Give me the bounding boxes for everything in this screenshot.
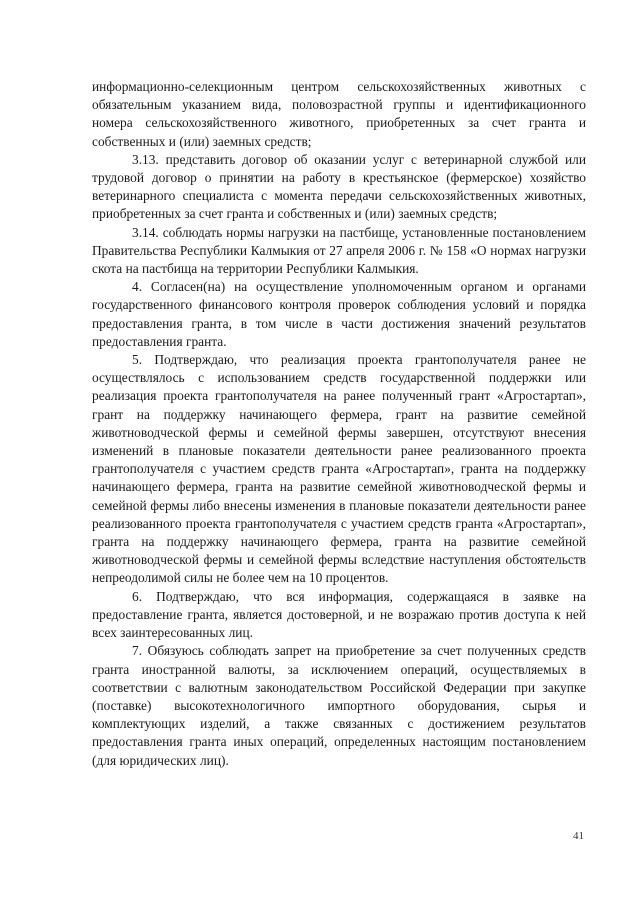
paragraph-3-13: 3.13. представить договор об оказании услуг с ветеринарной службой или трудовой договор о принятии на работу в крестьянское (фермерское) хозяйство ветеринарного специалиста с момента передачи сельскохозяйственных животных, приобретенных за счет гранта и собственных и (или) заемных средств; (92, 151, 586, 222)
paragraph-4: 4. Согласен(на) на осуществление уполномоченным органом и органами государственного финансового контроля проверок соблюдения условий и порядка предоставления гранта, в том числе в части достижения значений результатов предоставления гранта. (92, 279, 586, 349)
paragraph-6: 6. Подтверждаю, что вся информация, содержащаяся в заявке на предоставление гранта, является достоверной, и не возражаю против доступа к ней всех заинтересованных лиц. (92, 588, 586, 641)
paragraph-3-14: 3.14. соблюдать нормы нагрузки на пастбище, установленные постановлением Правительства Республики Калмыкия от 27 апреля 2006 г. № 158 «О нормах нагрузки скота на пастбища на территории Республики Калмыкия. (92, 224, 586, 277)
paragraph-7: 7. Обязуюсь соблюдать запрет на приобретение за счет полученных средств гранта иностранной валюты, за исключением операций, осуществляемых в соответствии с валютным законодательством Российской Федерации при закупке (поставке) высокотехнологичного импортного оборудования, сырья и комплектующих изделий, а также связанных с достижением результатов предоставления гранта иных операций, определенных настоящим постановлением (для юридических лиц). (92, 643, 586, 768)
page-number: 41 (573, 830, 584, 842)
paragraph-continuation: информационно-селекционным центром сельскохозяйственных животных с обязательным указанием вида, половозрастной группы и идентификационного номера сельскохозяйственного животного, приобретенных за счет гранта и собственных и (или) заемных средств; (92, 79, 586, 149)
document-body (92, 78, 586, 770)
paragraph-5: 5. Подтверждаю, что реализация проекта грантополучателя ранее не осуществлялось с использованием средств государственной поддержки или реализация проекта грантополучателя на ранее полученный грант «Агростартап», грант на поддержку начинающего фермера, грант на развитие семейной животноводческой фермы и семейной фермы завершен, отсутствуют внесения изменений в плановые показатели деятельности ранее реализованного проекта грантополучателя с участием средств гранта «Агростартап», гранта на поддержку начинающего фермера, гранта на развитие семейной животноводческой фермы и семейной фермы либо внесены изменения в плановые показатели деятельности ранее реализованного проекта грантополучателя с участием средств гранта «Агростартап», гранта на поддержку начинающего фермера, гранта на развитие семейной животноводческой фермы и семейной фермы вследствие наступления обстоятельств непреодолимой силы не более чем на 10 процентов. (92, 352, 586, 586)
